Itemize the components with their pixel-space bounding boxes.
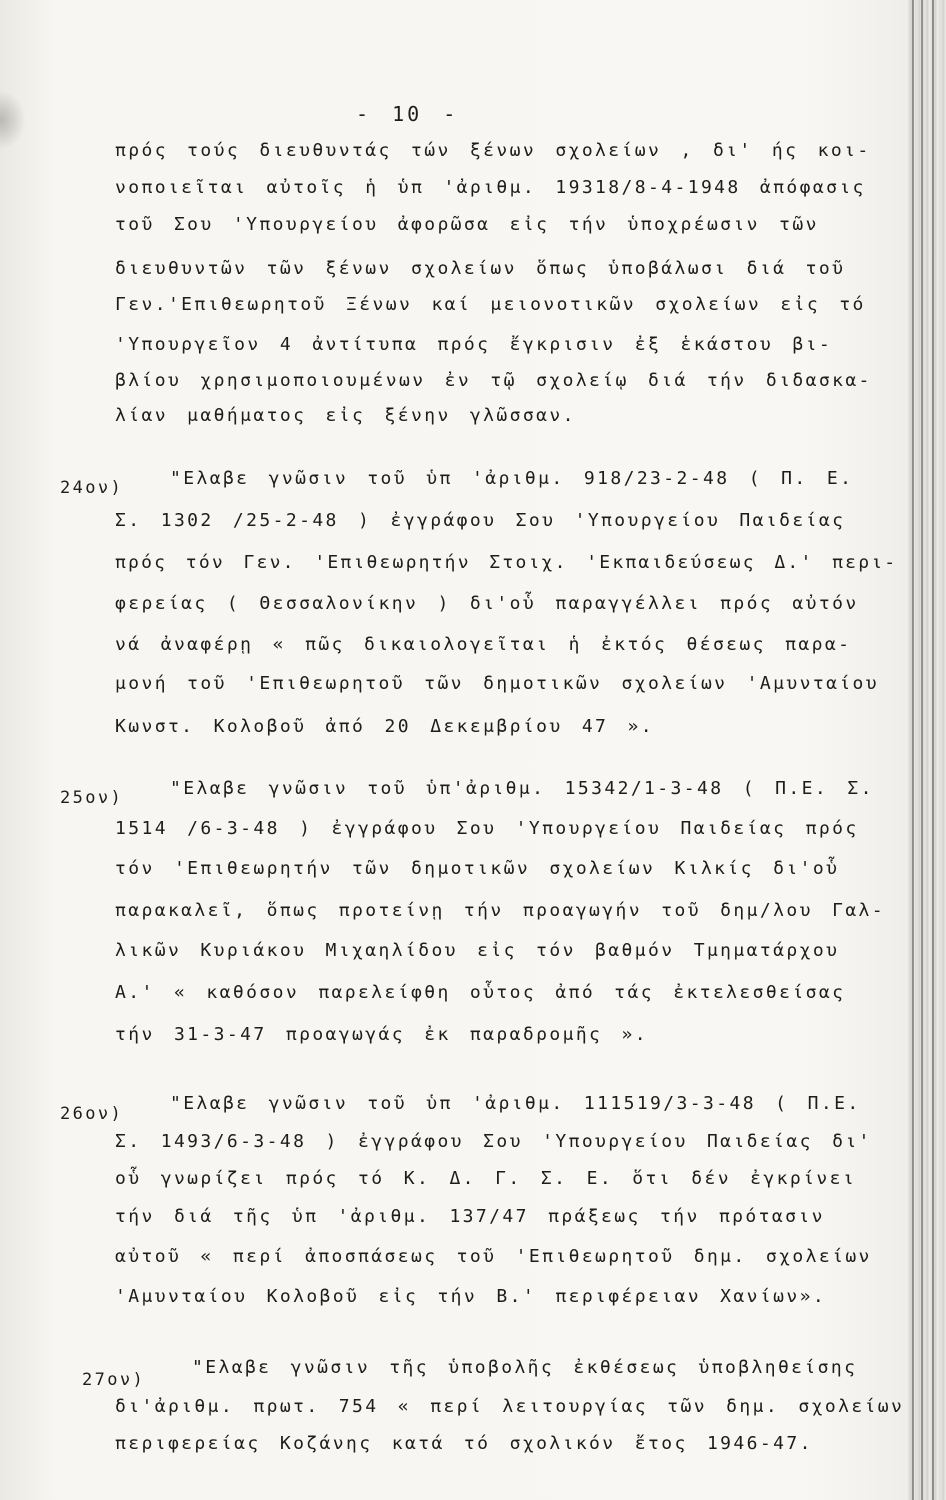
text-line: "Ελαβε γνῶσιν τοῦ ὑπ'ἀριθμ. 15342/1-3-48 ( Π.Ε. Σ. bbox=[170, 778, 874, 799]
text-line: Σ. 1493/6-3-48 ) ἐγγράφου Σου 'Υπουργείου Παιδείας δι' bbox=[115, 1131, 872, 1152]
text-line: τήν διά τῆς ὑπ 'ἀριθμ. 137/47 πράξεως τήν πρότασιν bbox=[115, 1206, 825, 1227]
item-number: 25ον) bbox=[60, 788, 124, 808]
binding-line bbox=[932, 0, 934, 1500]
text-line: πρός τόν Γεν. 'Επιθεωρητήν Στοιχ. 'Εκπαιδεύσεως Δ.' περι- bbox=[115, 552, 898, 573]
text-line: μονή τοῦ 'Επιθεωρητοῦ τῶν δημοτικῶν σχολείων 'Αμυνταίου bbox=[115, 673, 880, 694]
binding-line bbox=[921, 0, 923, 1500]
text-line: περιφερείας Κοζάνης κατά τό σχολικόν ἔτος 1946-47. bbox=[115, 1433, 813, 1454]
text-line: παρακαλεῖ, ὅπως προτείνῃ τήν προαγωγήν τοῦ δημ/λου Γαλ- bbox=[115, 900, 886, 921]
text-line: διευθυντῶν τῶν ξένων σχολείων ὅπως ὑποβάλωσι διά τοῦ bbox=[115, 258, 846, 279]
page-number: - 10 - bbox=[356, 102, 459, 126]
text-line: αὐτοῦ « περί ἀποσπάσεως τοῦ 'Επιθεωρητοῦ δημ. σχολείων bbox=[115, 1246, 872, 1267]
text-line: βλίου χρησιμοποιουμένων ἐν τῷ σχολείῳ διά τήν διδασκα- bbox=[115, 370, 872, 391]
text-line: φερείας ( Θεσσαλονίκην ) δι'οὗ παραγγέλλει πρός αὐτόν bbox=[115, 593, 859, 614]
text-line: 'Υπουργεῖον 4 ἀντίτυπα πρός ἔγκρισιν ἐξ ἑκάστου βι- bbox=[115, 334, 833, 355]
text-line: τοῦ Σου 'Υπουργείου ἀφορῶσα εἰς τήν ὑποχρέωσιν τῶν bbox=[115, 214, 819, 235]
item-number: 26ον) bbox=[60, 1104, 124, 1124]
text-line: Γεν.'Επιθεωρητοῦ Ξένων καί μειονοτικῶν σχολείων εἰς τό bbox=[115, 294, 866, 315]
text-line: Α.' « καθόσον παρελείφθη οὗτος ἀπό τάς ἐκτελεσθείσας bbox=[115, 982, 846, 1003]
text-line: τόν 'Επιθεωρητήν τῶν δημοτικῶν σχολείων Κιλκίς δι'οὗ bbox=[115, 858, 840, 879]
text-line: νά ἀναφέρῃ « πῶς δικαιολογεῖται ἡ ἐκτός θέσεως παρα- bbox=[115, 634, 852, 655]
text-line: 1514 /6-3-48 ) ἐγγράφου Σου 'Υπουργείου Παιδείας πρός bbox=[115, 818, 859, 839]
text-line: τήν 31-3-47 προαγωγάς ἐκ παραδρομῆς ». bbox=[115, 1024, 649, 1045]
text-line: "Ελαβε γνῶσιν τῆς ὑποβολῆς ἐκθέσεως ὑποβληθείσης bbox=[192, 1357, 858, 1378]
page-binding-edge bbox=[908, 0, 946, 1500]
binding-line bbox=[912, 0, 914, 1500]
text-line: δι'ἀριθμ. πρωτ. 754 « περί λειτουργίας τῶν δημ. σχολείων bbox=[115, 1396, 905, 1417]
text-line: "Ελαβε γνῶσιν τοῦ ὑπ 'ἀριθμ. 111519/3-3-48 ( Π.Ε. bbox=[170, 1093, 861, 1114]
text-line: Σ. 1302 /25-2-48 ) ἐγγράφου Σου 'Υπουργείου Παιδείας bbox=[115, 510, 846, 531]
text-line: "Ελαβε γνῶσιν τοῦ ὑπ 'ἀριθμ. 918/23-2-48 ( Π. Ε. bbox=[170, 468, 854, 489]
text-line: Κωνστ. Κολοβοῦ ἀπό 20 Δεκεμβρίου 47 ». bbox=[115, 716, 655, 737]
text-line: 'Αμυνταίου Κολοβοῦ εἰς τήν Β.' περιφέρειαν Χανίων». bbox=[115, 1286, 827, 1307]
paper-stain bbox=[0, 90, 26, 150]
text-line: λικῶν Κυριάκου Μιχαηλίδου εἰς τόν βαθμόν Τμηματάρχου bbox=[115, 940, 840, 961]
text-line: λίαν μαθήματος εἰς ξένην γλῶσσαν. bbox=[115, 405, 576, 426]
item-number: 27ον) bbox=[82, 1370, 146, 1390]
item-number: 24ον) bbox=[60, 478, 124, 498]
text-line: πρός τούς διευθυντάς τών ξένων σχολείων , δι' ής κοι- bbox=[115, 140, 871, 161]
text-line: νοποιεῖται αὐτοῖς ἡ ὑπ 'ἀριθμ. 19318/8-4-1948 ἀπόφασις bbox=[115, 177, 866, 198]
text-line: οὗ γνωρίζει πρός τό Κ. Δ. Γ. Σ. Ε. ὅτι δέν ἐγκρίνει bbox=[115, 1168, 857, 1189]
